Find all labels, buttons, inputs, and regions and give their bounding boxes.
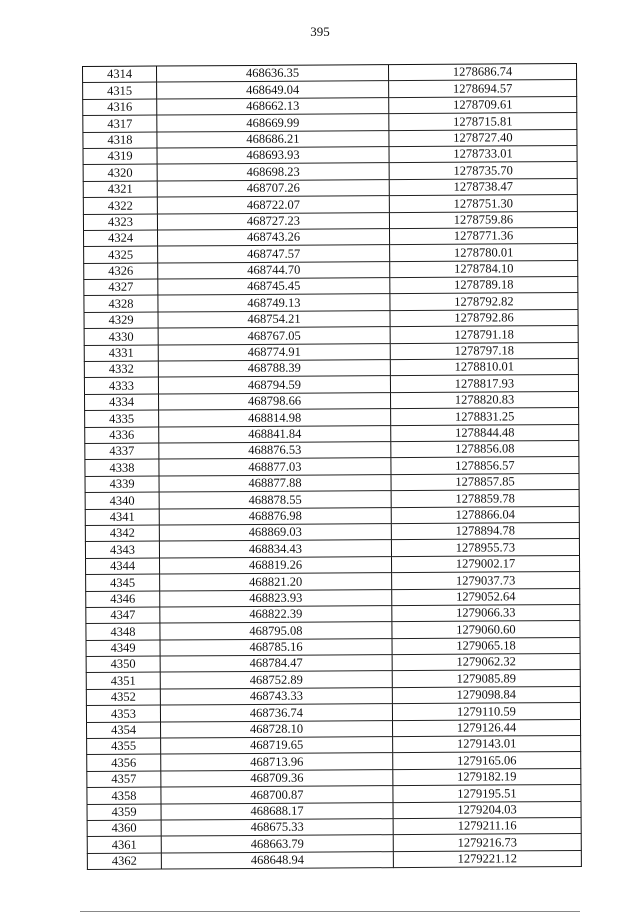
y-coordinate-cell: 1278791.18 xyxy=(390,326,578,344)
x-coordinate-cell: 468841.84 xyxy=(159,425,391,443)
point-number-cell: 4326 xyxy=(84,263,158,280)
point-number-cell: 4342 xyxy=(85,525,159,542)
x-coordinate-cell: 468784.47 xyxy=(160,655,392,673)
point-number-cell: 4343 xyxy=(85,541,159,558)
point-number-cell: 4324 xyxy=(84,230,158,247)
y-coordinate-cell: 1278686.74 xyxy=(388,63,576,81)
y-coordinate-cell: 1278694.57 xyxy=(389,80,577,98)
point-number-cell: 4331 xyxy=(84,345,158,362)
x-coordinate-cell: 468719.65 xyxy=(161,737,393,755)
x-coordinate-cell: 468774.91 xyxy=(158,343,390,361)
point-number-cell: 4328 xyxy=(84,296,158,313)
page-number: 395 xyxy=(310,24,330,39)
x-coordinate-cell: 468648.94 xyxy=(161,851,393,869)
y-coordinate-cell: 1278709.61 xyxy=(389,96,577,114)
y-coordinate-cell: 1278857.85 xyxy=(391,473,579,491)
x-coordinate-cell: 468663.79 xyxy=(161,835,393,853)
x-coordinate-cell: 468814.98 xyxy=(159,409,391,427)
point-number-cell: 4330 xyxy=(84,328,158,345)
y-coordinate-cell: 1278810.01 xyxy=(390,359,578,377)
x-coordinate-cell: 468754.21 xyxy=(158,310,390,328)
x-coordinate-cell: 468709.36 xyxy=(161,769,393,787)
x-coordinate-cell: 468649.04 xyxy=(157,81,389,99)
y-coordinate-cell: 1278894.78 xyxy=(391,522,579,540)
point-number-cell: 4339 xyxy=(85,476,159,493)
y-coordinate-cell: 1278844.48 xyxy=(391,424,579,442)
point-number-cell: 4327 xyxy=(84,279,158,296)
point-number-cell: 4360 xyxy=(87,820,161,837)
y-coordinate-cell: 1278784.10 xyxy=(390,260,578,278)
x-coordinate-cell: 468834.43 xyxy=(159,540,391,558)
x-coordinate-cell: 468698.23 xyxy=(157,163,389,181)
x-coordinate-cell: 468743.33 xyxy=(160,687,392,705)
x-coordinate-cell: 468749.13 xyxy=(158,294,390,312)
x-coordinate-cell: 468876.98 xyxy=(159,507,391,525)
y-coordinate-cell: 1279002.17 xyxy=(392,555,580,573)
point-number-cell: 4323 xyxy=(83,214,157,231)
y-coordinate-cell: 1278771.36 xyxy=(389,227,577,245)
y-coordinate-cell: 1278955.73 xyxy=(391,539,579,557)
point-number-cell: 4358 xyxy=(87,787,161,804)
x-coordinate-cell: 468767.05 xyxy=(158,327,390,345)
point-number-cell: 4345 xyxy=(86,574,160,591)
x-coordinate-cell: 468728.10 xyxy=(161,720,393,738)
point-number-cell: 4349 xyxy=(86,640,160,657)
y-coordinate-cell: 1278792.86 xyxy=(390,309,578,327)
x-coordinate-cell: 468669.99 xyxy=(157,114,389,132)
y-coordinate-cell: 1279037.73 xyxy=(392,572,580,590)
x-coordinate-cell: 468744.70 xyxy=(158,261,390,279)
y-coordinate-cell: 1279143.01 xyxy=(393,735,581,753)
x-coordinate-cell: 468869.03 xyxy=(159,524,391,542)
y-coordinate-cell: 1279182.19 xyxy=(393,768,581,786)
y-coordinate-cell: 1279060.60 xyxy=(392,621,580,639)
y-coordinate-cell: 1279062.32 xyxy=(392,654,580,672)
x-coordinate-cell: 468743.26 xyxy=(158,229,390,247)
point-number-cell: 4351 xyxy=(86,672,160,689)
point-number-cell: 4318 xyxy=(83,132,157,149)
x-coordinate-cell: 468675.33 xyxy=(161,819,393,837)
point-number-cell: 4347 xyxy=(86,607,160,624)
point-number-cell: 4352 xyxy=(86,689,160,706)
point-number-cell: 4335 xyxy=(85,410,159,427)
point-number-cell: 4346 xyxy=(86,591,160,608)
y-coordinate-cell: 1278738.47 xyxy=(389,178,577,196)
y-coordinate-cell: 1278759.86 xyxy=(389,211,577,229)
point-number-cell: 4332 xyxy=(84,361,158,378)
point-number-cell: 4333 xyxy=(84,377,158,394)
y-coordinate-cell: 1279211.16 xyxy=(393,817,581,835)
x-coordinate-cell: 468722.07 xyxy=(157,196,389,214)
x-coordinate-cell: 468713.96 xyxy=(161,753,393,771)
point-number-cell: 4322 xyxy=(83,197,157,214)
x-coordinate-cell: 468822.39 xyxy=(160,606,392,624)
y-coordinate-cell: 1279066.33 xyxy=(392,604,580,622)
point-number-cell: 4344 xyxy=(86,558,160,575)
point-number-cell: 4329 xyxy=(84,312,158,329)
y-coordinate-cell: 1278733.01 xyxy=(389,145,577,163)
x-coordinate-cell: 468795.08 xyxy=(160,622,392,640)
y-coordinate-cell: 1279221.12 xyxy=(393,850,581,868)
x-coordinate-cell: 468636.35 xyxy=(157,65,389,83)
y-coordinate-cell: 1278715.81 xyxy=(389,113,577,131)
point-number-cell: 4354 xyxy=(87,722,161,739)
y-coordinate-cell: 1278817.93 xyxy=(390,375,578,393)
point-number-cell: 4348 xyxy=(86,623,160,640)
point-number-cell: 4334 xyxy=(85,394,159,411)
point-number-cell: 4336 xyxy=(85,427,159,444)
point-number-cell: 4337 xyxy=(85,443,159,460)
point-number-cell: 4317 xyxy=(83,115,157,132)
y-coordinate-cell: 1278789.18 xyxy=(390,277,578,295)
point-number-cell: 4357 xyxy=(87,771,161,788)
x-coordinate-cell: 468752.89 xyxy=(160,671,392,689)
x-coordinate-cell: 468686.21 xyxy=(157,130,389,148)
bottom-divider xyxy=(80,911,580,912)
x-coordinate-cell: 468878.55 xyxy=(159,491,391,509)
point-number-cell: 4361 xyxy=(87,836,161,853)
y-coordinate-cell: 1278866.04 xyxy=(391,506,579,524)
x-coordinate-cell: 468821.20 xyxy=(160,573,392,591)
point-number-cell: 4315 xyxy=(83,82,157,99)
coordinates-table-container xyxy=(82,63,581,868)
y-coordinate-cell: 1278780.01 xyxy=(390,244,578,262)
y-coordinate-cell: 1278859.78 xyxy=(391,490,579,508)
x-coordinate-cell: 468823.93 xyxy=(160,589,392,607)
x-coordinate-cell: 468736.74 xyxy=(160,704,392,722)
y-coordinate-cell: 1279204.03 xyxy=(393,801,581,819)
y-coordinate-cell: 1279110.59 xyxy=(392,703,580,721)
y-coordinate-cell: 1278727.40 xyxy=(389,129,577,147)
y-coordinate-cell: 1279085.89 xyxy=(392,670,580,688)
x-coordinate-cell: 468707.26 xyxy=(157,179,389,197)
point-number-cell: 4362 xyxy=(87,853,161,870)
point-number-cell: 4325 xyxy=(84,246,158,263)
point-number-cell: 4340 xyxy=(85,492,159,509)
point-number-cell: 4314 xyxy=(83,66,157,83)
x-coordinate-cell: 468819.26 xyxy=(160,556,392,574)
point-number-cell: 4355 xyxy=(87,738,161,755)
x-coordinate-cell: 468877.88 xyxy=(159,474,391,492)
y-coordinate-cell: 1279195.51 xyxy=(393,785,581,803)
point-number-cell: 4350 xyxy=(86,656,160,673)
x-coordinate-cell: 468747.57 xyxy=(158,245,390,263)
x-coordinate-cell: 468788.39 xyxy=(158,360,390,378)
coordinates-table xyxy=(82,63,582,870)
y-coordinate-cell: 1278856.08 xyxy=(391,440,579,458)
y-coordinate-cell: 1278797.18 xyxy=(390,342,578,360)
y-coordinate-cell: 1278751.30 xyxy=(389,195,577,213)
point-number-cell: 4319 xyxy=(83,148,157,165)
x-coordinate-cell: 468700.87 xyxy=(161,786,393,804)
y-coordinate-cell: 1279065.18 xyxy=(392,637,580,655)
x-coordinate-cell: 468693.93 xyxy=(157,147,389,165)
x-coordinate-cell: 468727.23 xyxy=(157,212,389,230)
y-coordinate-cell: 1278856.57 xyxy=(391,457,579,475)
y-coordinate-cell: 1279126.44 xyxy=(393,719,581,737)
x-coordinate-cell: 468688.17 xyxy=(161,802,393,820)
y-coordinate-cell: 1279052.64 xyxy=(392,588,580,606)
point-number-cell: 4321 xyxy=(83,181,157,198)
point-number-cell: 4320 xyxy=(83,164,157,181)
x-coordinate-cell: 468876.53 xyxy=(159,442,391,460)
x-coordinate-cell: 468745.45 xyxy=(158,278,390,296)
y-coordinate-cell: 1278735.70 xyxy=(389,162,577,180)
x-coordinate-cell: 468785.16 xyxy=(160,638,392,656)
point-number-cell: 4359 xyxy=(87,804,161,821)
y-coordinate-cell: 1278820.83 xyxy=(390,391,578,409)
x-coordinate-cell: 468794.59 xyxy=(158,376,390,394)
y-coordinate-cell: 1279216.73 xyxy=(393,834,581,852)
table-body xyxy=(83,63,582,869)
point-number-cell: 4356 xyxy=(87,754,161,771)
point-number-cell: 4341 xyxy=(85,509,159,526)
x-coordinate-cell: 468798.66 xyxy=(159,392,391,410)
y-coordinate-cell: 1279098.84 xyxy=(392,686,580,704)
y-coordinate-cell: 1278831.25 xyxy=(391,408,579,426)
x-coordinate-cell: 468662.13 xyxy=(157,97,389,115)
y-coordinate-cell: 1278792.82 xyxy=(390,293,578,311)
x-coordinate-cell: 468877.03 xyxy=(159,458,391,476)
table-row xyxy=(87,850,581,869)
point-number-cell: 4316 xyxy=(83,99,157,116)
y-coordinate-cell: 1279165.06 xyxy=(393,752,581,770)
point-number-cell: 4338 xyxy=(85,459,159,476)
point-number-cell: 4353 xyxy=(86,705,160,722)
